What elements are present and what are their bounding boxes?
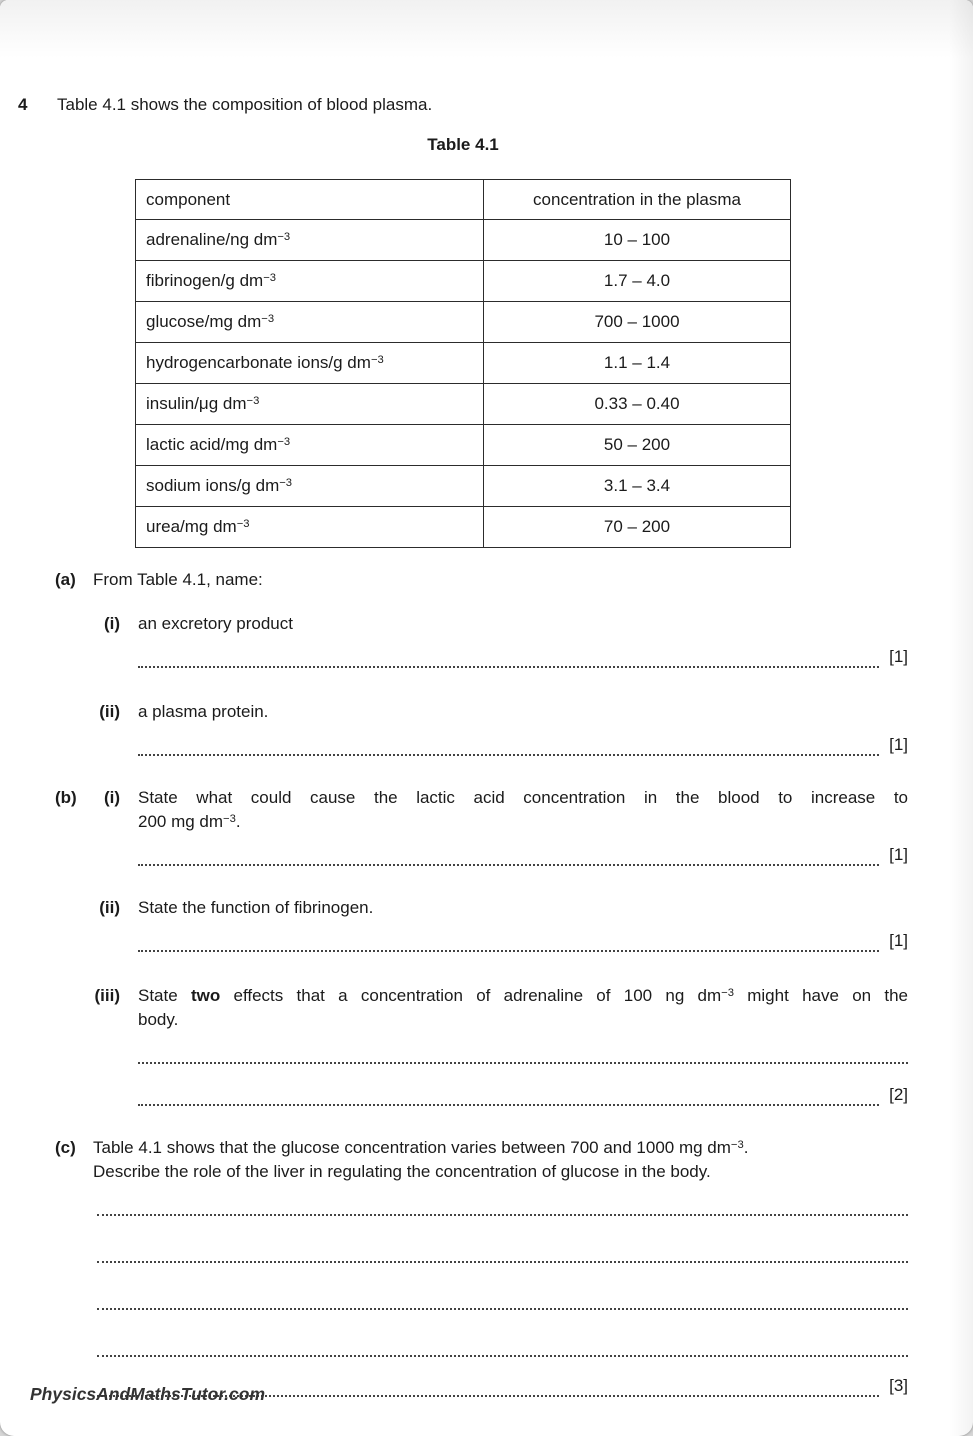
question-text-line [138, 984, 908, 1008]
text-segment: effects that a concentration of adrenaline of 100 ng dm [220, 986, 722, 1005]
text-segment: Describe the role of the liver in regulating the concentration of glucose in the body. [93, 1162, 711, 1181]
component-cell [136, 384, 484, 425]
concentration-cell: 1.7 – 4.0 [484, 261, 791, 302]
table-head [136, 180, 791, 220]
dotted-answer-line [138, 666, 879, 668]
table-row [136, 261, 791, 302]
part-c-label: (c) [55, 1138, 76, 1157]
answer-line-b-ii [138, 930, 908, 952]
part-b-iii-row [18, 984, 908, 1032]
answer-line-c-1 [97, 1194, 908, 1216]
part-a-i-row [18, 612, 908, 636]
part-a-ii-text: a plasma protein. [138, 702, 269, 721]
component-cell [136, 261, 484, 302]
part-a-label: (a) [55, 570, 76, 589]
text-segment: . [235, 812, 241, 831]
question-text-line [93, 1160, 908, 1184]
part-c-row [18, 1136, 908, 1184]
answer-line-b-iii-2 [138, 1084, 908, 1106]
part-a-ii-label: (ii) [99, 702, 120, 721]
question-intro-row [18, 93, 908, 117]
question-text-line [138, 810, 908, 834]
answer-line-c-4 [97, 1335, 908, 1357]
part-b-i-label: (i) [103, 788, 120, 807]
component-text: glucose/mg dm [146, 312, 262, 331]
dotted-answer-line [138, 754, 879, 756]
concentration-cell: 70 – 200 [484, 507, 791, 548]
superscript-text: −3 [236, 517, 250, 530]
dotted-answer-line [97, 1355, 908, 1357]
part-a-ii-row [18, 700, 908, 724]
superscript-text: −3 [246, 394, 260, 407]
table-row [136, 425, 791, 466]
question-text-line [138, 1008, 908, 1032]
answer-line-c-2 [97, 1241, 908, 1263]
component-text: hydrogencarbonate ions/g dm [146, 353, 371, 372]
table-row [136, 466, 791, 507]
dotted-answer-line [138, 950, 879, 952]
part-b-i-text [138, 786, 908, 834]
superscript-text: −3 [730, 1138, 744, 1151]
part-b-ii-text: State the function of fibrinogen. [138, 898, 374, 917]
table-body [136, 220, 791, 548]
component-text: insulin/μg dm [146, 394, 247, 413]
concentration-cell: 10 – 100 [484, 220, 791, 261]
table-row [136, 220, 791, 261]
component-cell [136, 466, 484, 507]
text-segment: body. [138, 1010, 179, 1029]
text-segment: . [743, 1138, 749, 1157]
dotted-answer-line [138, 1062, 908, 1064]
text-segment: Table 4.1 shows that the glucose concentration varies between 700 and 1000 mg dm [93, 1138, 731, 1157]
part-b-ii-label: (ii) [99, 898, 120, 917]
marks-b-i: [1] [889, 845, 908, 864]
concentration-cell: 50 – 200 [484, 425, 791, 466]
component-cell [136, 220, 484, 261]
component-text: lactic acid/mg dm [146, 435, 278, 454]
superscript-text: −3 [261, 312, 275, 325]
part-c-text [93, 1136, 908, 1184]
dotted-answer-line [97, 1261, 908, 1263]
concentration-cell: 0.33 – 0.40 [484, 384, 791, 425]
concentration-cell: 1.1 – 1.4 [484, 343, 791, 384]
bold-text: two [190, 986, 221, 1005]
header-concentration: concentration in the plasma [484, 180, 791, 220]
component-text: adrenaline/ng dm [146, 230, 278, 249]
table-row [136, 302, 791, 343]
header-component: component [136, 180, 484, 220]
superscript-text: −3 [223, 812, 236, 825]
superscript-text: −3 [370, 353, 384, 366]
marks-a-ii: [1] [889, 735, 908, 754]
component-cell [136, 425, 484, 466]
component-text: sodium ions/g dm [146, 476, 280, 495]
answer-line-b-i [138, 844, 908, 866]
part-a-text: From Table 4.1, name: [93, 570, 263, 589]
part-b-iii-text [138, 984, 908, 1032]
table-header-row [136, 180, 791, 220]
part-a-i-label: (i) [103, 614, 120, 633]
answer-line-a-i [138, 646, 908, 668]
question-text-line [138, 786, 908, 810]
table-row [136, 343, 791, 384]
answer-line-a-ii [138, 734, 908, 756]
superscript-text: −3 [263, 271, 276, 284]
component-cell [136, 507, 484, 548]
question-number: 4 [18, 95, 28, 114]
question-text-line [93, 1136, 908, 1160]
superscript-text: −3 [279, 476, 293, 489]
answer-line-c-3 [97, 1288, 908, 1310]
text-segment: State [138, 986, 191, 1005]
part-a-header [18, 568, 908, 592]
dotted-answer-line [138, 1104, 879, 1106]
dotted-answer-line [138, 864, 879, 866]
component-text: urea/mg dm [146, 517, 237, 536]
part-a-i-text: an excretory product [138, 614, 293, 633]
superscript-text: −3 [277, 230, 291, 243]
part-b-label: (b) [55, 788, 77, 807]
component-text: fibrinogen/g dm [146, 271, 264, 290]
text-segment: 200 mg dm [138, 812, 224, 831]
component-cell [136, 302, 484, 343]
superscript-text: −3 [721, 986, 734, 999]
concentration-cell: 3.1 – 3.4 [484, 466, 791, 507]
marks-c: [3] [889, 1376, 908, 1395]
dotted-answer-line [97, 1308, 908, 1310]
table-row [136, 384, 791, 425]
concentration-cell: 700 – 1000 [484, 302, 791, 343]
question-intro-text: Table 4.1 shows the composition of blood plasma. [57, 95, 433, 114]
marks-a-i: [1] [889, 647, 908, 666]
table-row [136, 507, 791, 548]
superscript-text: −3 [277, 435, 291, 448]
watermark: PhysicsAndMathsTutor.com [30, 1384, 266, 1404]
marks-b-ii: [1] [889, 931, 908, 950]
component-cell [136, 343, 484, 384]
part-b-i-row [18, 786, 908, 834]
plasma-composition-table [135, 179, 791, 548]
table-title: Table 4.1 [427, 135, 499, 154]
part-b-iii-label: (iii) [94, 986, 120, 1005]
marks-b-iii: [2] [889, 1085, 908, 1104]
answer-line-b-iii-1 [138, 1042, 908, 1064]
text-segment: might have on the [733, 986, 908, 1005]
text-segment: State what could cause the lactic acid concentration in the blood to increase to [138, 788, 908, 807]
part-b-ii-row [18, 896, 908, 920]
dotted-answer-line [97, 1214, 908, 1216]
